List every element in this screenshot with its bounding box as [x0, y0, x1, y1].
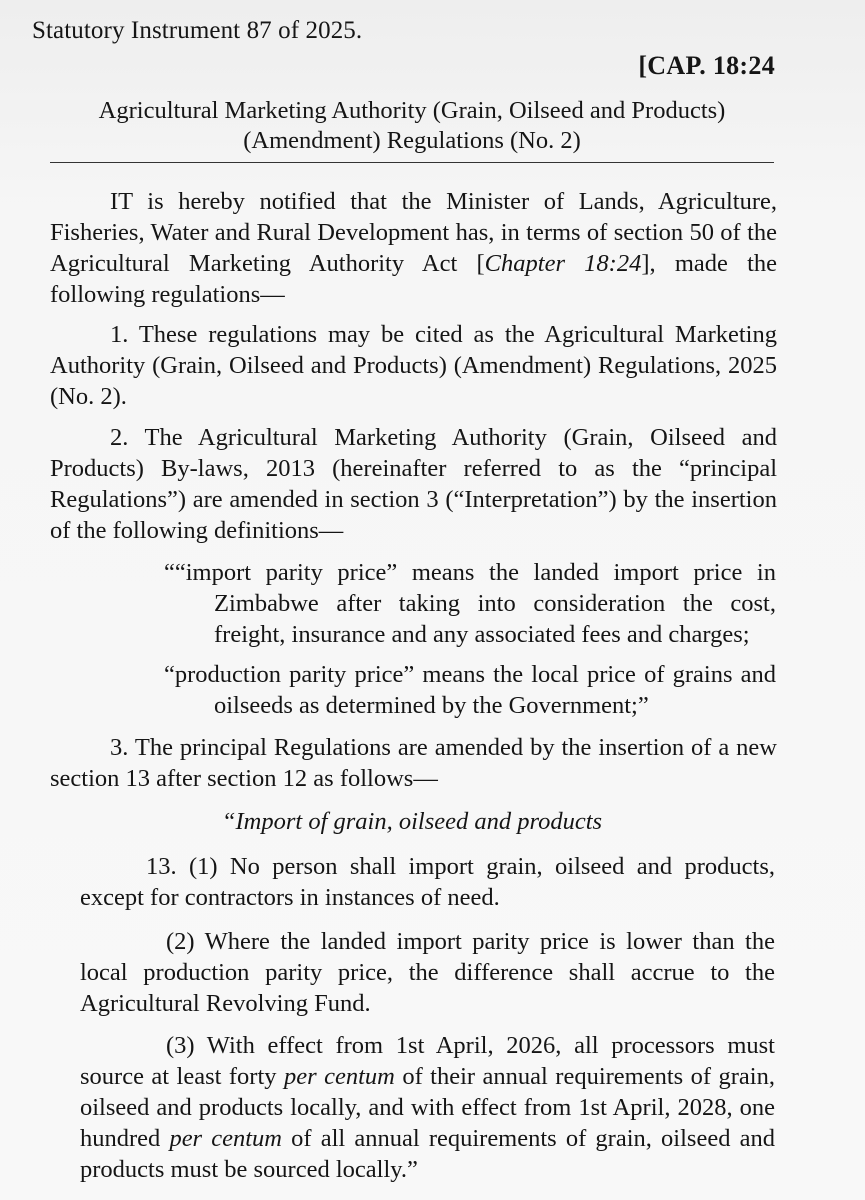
section-1-paragraph: 1. These regulations may be cited as the Agricultural Marketing Authority (Grain, Oilseed and Products) (Amendment) Regulations, 2025 (No. 2). [50, 321, 777, 410]
definition-production-parity-price: “production parity price” means the local price of grains and oilseeds as determined by the Government;” [164, 661, 776, 719]
preamble-text: IT is hereby notified that the Minister of Lands, Agriculture, Fisheries, Water and Rural Development has, in terms of section 50 of the Agricultural Marketing Authority Act [ [50, 188, 777, 277]
subsection-13-1: 13. (1) No person shall import grain, oilseed and products, except for contractors in instances of need. [80, 853, 775, 911]
per-centum-italic-1: per centum [283, 1063, 395, 1090]
preamble-text-end: ], made the following regulations— [50, 250, 777, 308]
per-centum-italic-2: per centum [169, 1125, 282, 1152]
title-line-2: (Amendment) Regulations (No. 2) [243, 127, 581, 154]
definition-import-parity-price: ““import parity price” means the landed import price in Zimbabwe after taking into consideration the cost, freight, insurance and any associated fees and charges; [164, 559, 776, 648]
subsection-13-3-part2: of their annual requirements of grain, oilseed and products locally, and with effect from 1st April, 2028, one hundred [80, 1063, 775, 1152]
new-section-heading: “Import of grain, oilseed and products [221, 808, 603, 835]
subsection-13-2: (2) Where the landed import parity price is lower than the local production parity price, the difference shall accrue to the Agricultural Revolving Fund. [80, 928, 775, 1017]
subsection-13-3-part1: (3) With effect from 1st April, 2026, all processors must source at least forty [80, 1032, 775, 1090]
title-line-1: Agricultural Marketing Authority (Grain, Oilseed and Products) [98, 97, 726, 124]
title-divider [50, 162, 774, 163]
regulation-title [50, 96, 774, 156]
section-2-paragraph: 2. The Agricultural Marketing Authority (Grain, Oilseed and Products) By-laws, 2013 (hereinafter referred to as the “principal Regulations”) are amended in section 3 (“Interpretation”) by the insertion of the following definitions— [50, 424, 777, 544]
instrument-number: Statutory Instrument 87 of 2025. [32, 17, 363, 44]
subsection-13-3-part3: of all annual requirements of grain, oilseed and products must be sourced locally.” [80, 1125, 775, 1183]
preamble-chapter-italic: Chapter 18:24 [484, 250, 642, 277]
chapter-reference: [CAP. 18:24 [638, 51, 775, 80]
subsection-13-3 [80, 1030, 775, 1185]
preamble-paragraph [50, 186, 777, 310]
section-3-paragraph: 3. The principal Regulations are amended by the insertion of a new section 13 after section 12 as follows— [50, 734, 777, 792]
